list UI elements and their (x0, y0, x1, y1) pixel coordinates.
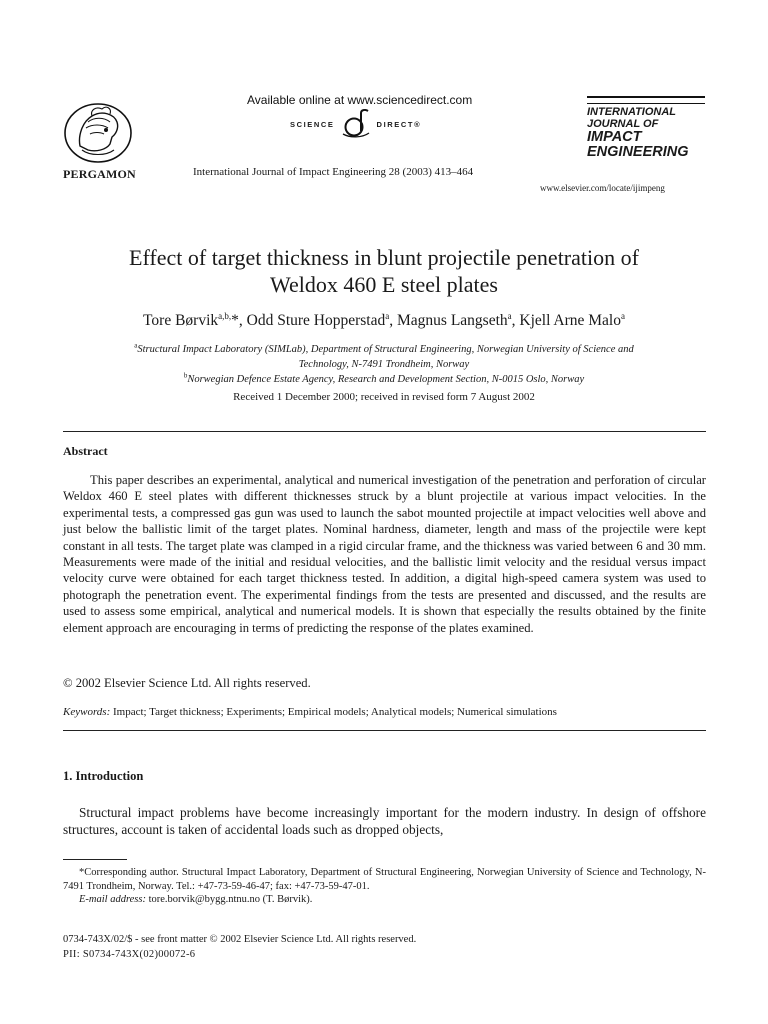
sciencedirect-mark-icon (340, 109, 372, 139)
pii-line: PII: S0734-743X(02)00072-6 (63, 949, 196, 960)
journal-logo-line2: JOURNAL OF (587, 117, 659, 130)
keywords-label: Keywords: (63, 706, 111, 718)
affiliation-a (62, 342, 706, 357)
footnote-rule (63, 859, 127, 860)
affiliation-a-cont: Technology, N-7491 Trondheim, Norway (298, 359, 470, 370)
email-address-link[interactable]: tore.borvik@bygg.ntnu.no (T. Børvik). (148, 894, 313, 905)
affiliation-b (62, 372, 706, 387)
journal-logo-line1: INTERNATIONAL (587, 106, 677, 118)
affiliation-text: Structural Impact Laboratory (SIMLab), Department of Structural Engineering, Norwegian University of Science and (137, 344, 634, 355)
author-name[interactable]: Kjell Arne Malo (519, 312, 621, 329)
abstract-heading: Abstract (63, 444, 108, 458)
affiliation-mark: b (183, 371, 188, 380)
abstract-copyright: © 2002 Elsevier Science Ltd. All rights reserved. (63, 676, 311, 690)
author-separator: , (389, 312, 397, 329)
publisher-name: PERGAMON (63, 167, 136, 181)
author-separator: , (511, 312, 520, 329)
keywords-list: Impact; Target thickness; Experiments; Empirical models; Analytical models; Numerical simulations (113, 706, 557, 718)
available-online-text: Available online at www.sciencedirect.com (247, 93, 473, 107)
journal-reference: International Journal of Impact Engineering 28 (2003) 413–464 (193, 166, 474, 178)
author-name[interactable]: Tore Børvik (143, 312, 219, 329)
author-separator: *, (231, 312, 247, 329)
article-title (40, 244, 728, 298)
keywords (63, 706, 557, 718)
author-affil-mark: a (385, 310, 390, 321)
front-matter-line: 0734-743X/02/$ - see front matter © 2002 Elsevier Science Ltd. All rights reserved. (63, 934, 417, 945)
journal-logo-line3: IMPACT (587, 129, 642, 146)
sciencedirect-logo (290, 109, 421, 139)
affiliations (62, 342, 706, 387)
journal-logo (587, 107, 707, 161)
author-affil-mark: a (620, 310, 625, 321)
corresponding-author-note: *Corresponding author. Structural Impact Laboratory, Department of Structural Engineering, Norwegian University of Science and Technology, N-7491 Trondheim, Norway. Tel.: +47-73-59-46-47; fax: +47-73-59-47-01. (63, 867, 706, 892)
email-line (79, 894, 312, 905)
article-title-line2: Weldox 460 E steel plates (270, 272, 498, 297)
sd-right-word: DIRECT (376, 119, 415, 129)
affiliation-text: Norwegian Defence Estate Agency, Research and Development Section, N-0015 Oslo, Norway (187, 374, 585, 385)
registered-mark: ® (414, 119, 422, 129)
publisher-logo (62, 100, 134, 164)
journal-url-link[interactable]: www.elsevier.com/locate/ijimpeng (540, 183, 665, 193)
author-list (40, 312, 728, 330)
email-label: E-mail address: (79, 894, 146, 905)
author-name[interactable]: Magnus Langseth (397, 312, 508, 329)
pergamon-emblem-icon (62, 100, 134, 164)
author-affil-mark: a (507, 310, 512, 321)
sd-left-word: SCIENCE (290, 119, 335, 129)
author-affil-mark: a,b, (218, 310, 232, 321)
journal-logo-rule (587, 96, 705, 104)
journal-logo-line4: ENGINEERING (587, 144, 689, 161)
abstract-body: This paper describes an experimental, analytical and numerical investigation of the penetration and perforation of circular Weldox 460 E steel plates with different thicknesses struck by a blunt projectile at various impact velocities. In the experimental tests, a compressed gas gun was used to launch the sabot mounted projectile at impact velocities well above and just below the ballistic limit of the target plates. Nominal hardness, diameter, length and mass of the projectile were kept constant in all tests. The target plate was clamped in a rigid circular frame, and the thickness was varied between 6 and 30 mm. Measurements were made of the initial and residual velocities, and the ballistic limit velocity and the residual versus impact velocity curve were obtained for each target thickness tested. In addition, a digital high-speed camera system was used to photograph the penetration event. The experimental findings from the tests are presented and discussed, and the results are used to assess some empirical, analytical and numerical models. It is shown that especially the results obtained by the finite element approach are encouraging in terms of predicting the response of the plates examined. (63, 473, 706, 635)
introduction-body: Structural impact problems have become increasingly important for the modern industry. In design of offshore structures, account is taken of accidental loads such as dropped objects, (63, 805, 706, 837)
author-name[interactable]: Odd Sture Hopperstad (246, 312, 386, 329)
received-dates: Received 1 December 2000; received in revised form 7 August 2002 (233, 391, 535, 403)
affiliation-mark: a (134, 341, 138, 350)
article-title-line1: Effect of target thickness in blunt projectile penetration of (129, 245, 639, 270)
section-divider (63, 730, 706, 731)
section-heading-introduction: 1. Introduction (63, 769, 144, 783)
section-divider (63, 431, 706, 432)
